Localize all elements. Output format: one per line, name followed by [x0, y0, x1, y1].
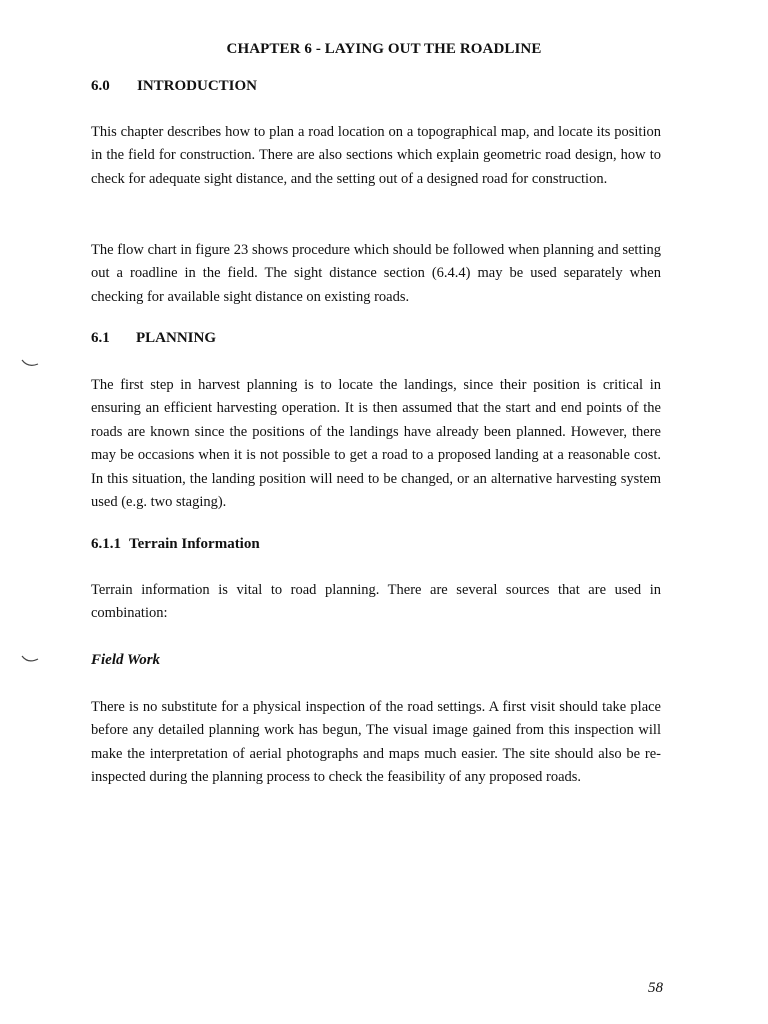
paragraph-intro-2: The flow chart in figure 23 shows procedure which should be followed when planning and setting out a roadline in the field. The sight distance section (6.4.4) may be used separately when checking for available sight distance on existing roads. — [91, 242, 661, 305]
section-title: Terrain Information — [129, 536, 260, 552]
paragraph-planning-1: The first step in harvest planning is to locate the landings, since their position is critical in ensuring an efficient harvesting operation. It is then assumed that the start and end points of the roads are known since the positions of the landings have already been planned. However, there may be occasions when it is not possible to get a road to a proposed landing at a reasonable cost. In this situation, the landing position will need to be changed, or an alternative harvesting system used (e.g. two staging). — [91, 377, 661, 511]
paragraph-field-work-1: There is no substitute for a physical inspection of the road settings. A first visit should take place before any detailed planning work has begun, The visual image gained from this inspection will make the interpretation of aerial photographs and maps much easier. The site should also be re-inspected during the planning process to check the feasibility of any proposed roads. — [91, 699, 661, 786]
section-number: 6.1.1 — [91, 536, 121, 552]
margin-mark — [20, 654, 40, 666]
section-heading-introduction — [91, 78, 257, 95]
subheading-field-work: Field Work — [91, 652, 161, 668]
margin-mark — [20, 358, 40, 370]
section-heading-terrain — [91, 536, 260, 553]
page-number: 58 — [648, 980, 663, 996]
section-heading-planning — [91, 330, 216, 347]
section-number: 6.1 — [91, 330, 110, 346]
paragraph-intro-1: This chapter describes how to plan a road location on a topographical map, and locate its position in the field for construction. There are also sections which explain geometric road design, how to check for adequate sight distance, and the setting out of a designed road for construction. — [91, 124, 661, 187]
section-number: 6.0 — [91, 78, 110, 94]
section-title: PLANNING — [136, 330, 217, 346]
section-title: INTRODUCTION — [137, 78, 258, 94]
paragraph-terrain-1: Terrain information is vital to road planning. There are several sources that are used in combination: — [91, 582, 661, 622]
chapter-title: CHAPTER 6 - LAYING OUT THE ROADLINE — [226, 41, 542, 57]
